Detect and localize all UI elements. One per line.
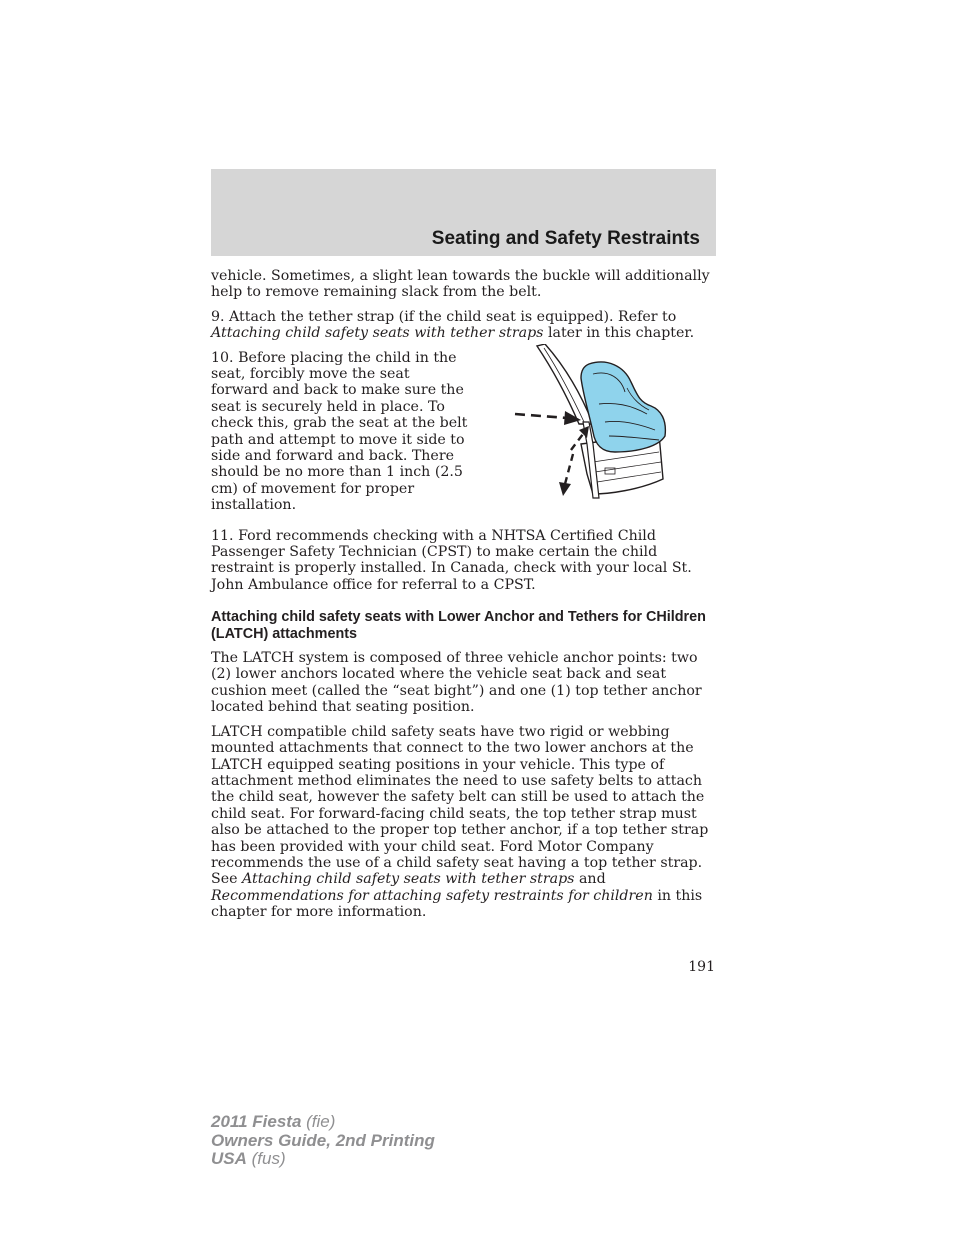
- page-content: [211, 268, 716, 929]
- latch-paragraph-2: [211, 724, 716, 921]
- header-band: [211, 169, 716, 256]
- latch-paragraph-2-and: and: [574, 871, 606, 888]
- footer-model-code: (fie): [301, 1112, 336, 1131]
- latch-reference-1: Attaching child safety seats with tether straps: [242, 871, 575, 888]
- child-seat-shell: [581, 362, 665, 452]
- section-heading: Attaching child safety seats with Lower Anchor and Tethers for CHildren (LATCH) attachments: [211, 609, 706, 642]
- latch-paragraph-2-text: LATCH compatible child safety seats have two rigid or webbing mounted attachments that connect to the two lower anchors at the LATCH equipped seating positions in your vehicle. This type of attachment method eliminates the need to use safety belts to attach the child seat, however the safety belt can still be used to attach the child seat. For forward-facing child seats, the top tether strap must also be attached to the proper top tether anchor, if a top tether strap has been provided with your child seat. Ford Motor Company recommends the use of a child safety seat having a top tether strap. See: [211, 723, 709, 888]
- chapter-title: Seating and Safety Restraints: [431, 228, 700, 249]
- latch-paragraph-2-end: in this chapter for more information.: [211, 887, 703, 921]
- arrow-down-icon: [559, 482, 571, 496]
- footer-market-code: (fus): [246, 1149, 286, 1168]
- latch-paragraph-1: The LATCH system is composed of three vehicle anchor points: two (2) lower anchors located where the vehicle seat back and seat cushion meet (called the “seat bight”) and one (1) top tether anchor located behind that seating position.: [211, 650, 702, 716]
- step-9-text: 9. Attach the tether strap (if the child seat is equipped). Refer to: [211, 308, 677, 325]
- footer-market: USA: [211, 1149, 247, 1168]
- child-seat-illustration: [509, 344, 679, 514]
- page-number: 191: [688, 959, 715, 975]
- step-9-end: later in this chapter.: [543, 325, 695, 342]
- footer-line-1: [211, 1113, 435, 1132]
- paragraph-continued: vehicle. Sometimes, a slight lean towards the buckle will additionally help to remove remaining slack from the belt.: [211, 268, 710, 301]
- step-11: 11. Ford recommends checking with a NHTSA Certified Child Passenger Safety Technician (CPST) to make certain the child restraint is properly installed. In Canada, check with your local St. John Ambulance office for referral to a CPST.: [211, 527, 692, 593]
- footer-model: 2011 Fiesta: [211, 1112, 302, 1131]
- footer-line-2: Owners Guide, 2nd Printing: [211, 1130, 435, 1150]
- footer: [211, 1113, 435, 1169]
- step-9-reference: Attaching child safety seats with tether straps: [211, 325, 544, 342]
- latch-reference-2: Recommendations for attaching safety restraints for children: [211, 887, 653, 904]
- step-10-block: [211, 350, 716, 522]
- step-10: 10. Before placing the child in the seat, forcibly move the seat forward and back to make sure the seat is securely held in place. To check this, grab the seat at the belt path and attempt to move it side to side and forward and back. There should be no more than 1 inch (2.5 cm) of movement for proper installation.: [211, 349, 468, 514]
- footer-line-3: [211, 1150, 435, 1169]
- step-9: [211, 309, 716, 342]
